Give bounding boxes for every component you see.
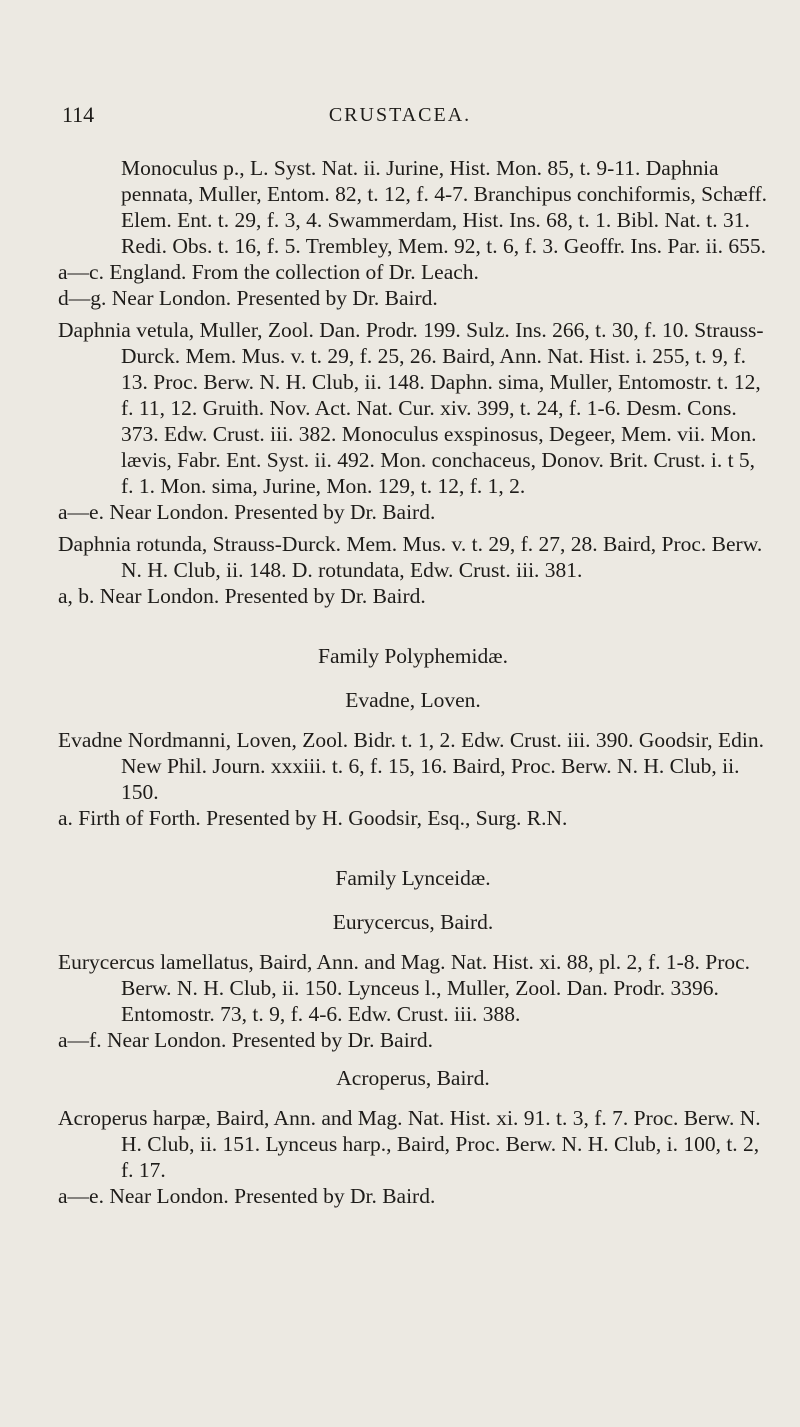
species-entry-monoculus: Monoculus p., L. Syst. Nat. ii. Jurine, Hist. Mon. 85, t. 9-11. Daphnia pennata, Muller, Entom. 82, t. 12, f. 4-7. Branchipus conchiformis, Schæff. Elem. Ent. t. 29, f. 3, 4. Swammerdam, Hist. Ins. 68, t. 1. Bibl. Nat. t. 31. Redi. Obs. t. 16, f. 5. Trembley, Mem. 92, t. 6, f. 3. Geoffr. Ins. Par. ii. 655.: [121, 156, 768, 258]
specimen-note: a—f. Near London. Presented by Dr. Baird.: [58, 1028, 433, 1052]
specimen-note: a—c. England. From the collection of Dr. Leach.: [58, 260, 479, 284]
genus-heading-evadne: Evadne, Loven.: [345, 688, 481, 712]
running-head: [60, 102, 740, 132]
species-entry-eurycercus-lamellatus: Eurycercus lamellatus, Baird, Ann. and Mag. Nat. Hist. xi. 88, pl. 2, f. 1-8. Proc. Berw. N. H. Club, ii. 150. Lynceus l., Muller, Zool. Dan. Prodr. 3396. Entomostr. 73, t. 9, f. 4-6. Edw. Crust. iii. 388.: [58, 950, 751, 1026]
species-entry-daphnia-vetula: Daphnia vetula, Muller, Zool. Dan. Prodr. 199. Sulz. Ins. 266, t. 30, f. 10. Strauss-Durck. Mem. Mus. v. t. 29, f. 25, 26. Baird, Ann. Nat. Hist. i. 255, t. 9, f. 13. Proc. Berw. N. H. Club, ii. 148. Daphn. sima, Muller, Entomostr. t. 12, f. 11, 12. Gruith. Nov. Act. Nat. Cur. xiv. 399, t. 24, f. 1-6. Desm. Cons. 373. Edw. Crust. iii. 382. Monoculus exspinosus, Degeer, Mem. vii. Mon. lævis, Fabr. Ent. Syst. ii. 492. Mon. conchaceus, Donov. Brit. Crust. i. t 5, f. 1. Mon. sima, Jurine, Mon. 129, t. 12, f. 1, 2.: [58, 318, 764, 498]
specimen-note: d—g. Near London. Presented by Dr. Baird.: [58, 286, 438, 310]
page-number: 114: [62, 102, 95, 127]
genus-heading-acroperus: Acroperus, Baird.: [336, 1066, 490, 1090]
specimen-note: a—e. Near London. Presented by Dr. Baird.: [58, 500, 436, 524]
species-entry-acroperus-harpae: Acroperus harpæ, Baird, Ann. and Mag. Nat. Hist. xi. 91. t. 3, f. 7. Proc. Berw. N. H. Club, ii. 151. Lynceus harp., Baird, Proc. Berw. N. H. Club, i. 100, t. 2, f. 17.: [58, 1106, 761, 1182]
specimen-note: a. Firth of Forth. Presented by H. Goodsir, Esq., Surg. R.N.: [58, 806, 568, 830]
running-title: CRUSTACEA.: [328, 104, 472, 126]
page-content: [58, 155, 768, 1209]
species-entry-evadne-nordmanni: Evadne Nordmanni, Loven, Zool. Bidr. t. 1, 2. Edw. Crust. iii. 390. Goodsir, Edin. New Phil. Journ. xxxiii. t. 6, f. 15, 16. Baird, Proc. Berw. N. H. Club, ii. 150.: [58, 728, 764, 804]
species-entry-daphnia-rotunda: Daphnia rotunda, Strauss-Durck. Mem. Mus. v. t. 29, f. 27, 28. Baird, Proc. Berw. N. H. Club, ii. 148. D. rotundata, Edw. Crust. iii. 381.: [58, 532, 763, 582]
specimen-note: a, b. Near London. Presented by Dr. Baird.: [58, 584, 426, 608]
specimen-note: a—e. Near London. Presented by Dr. Baird.: [58, 1184, 436, 1208]
genus-heading-eurycercus: Eurycercus, Baird.: [332, 910, 494, 934]
family-heading-polyphemidae: Family Polyphemidæ.: [318, 644, 508, 668]
family-heading-lynceidae: Family Lynceidæ.: [335, 866, 491, 890]
